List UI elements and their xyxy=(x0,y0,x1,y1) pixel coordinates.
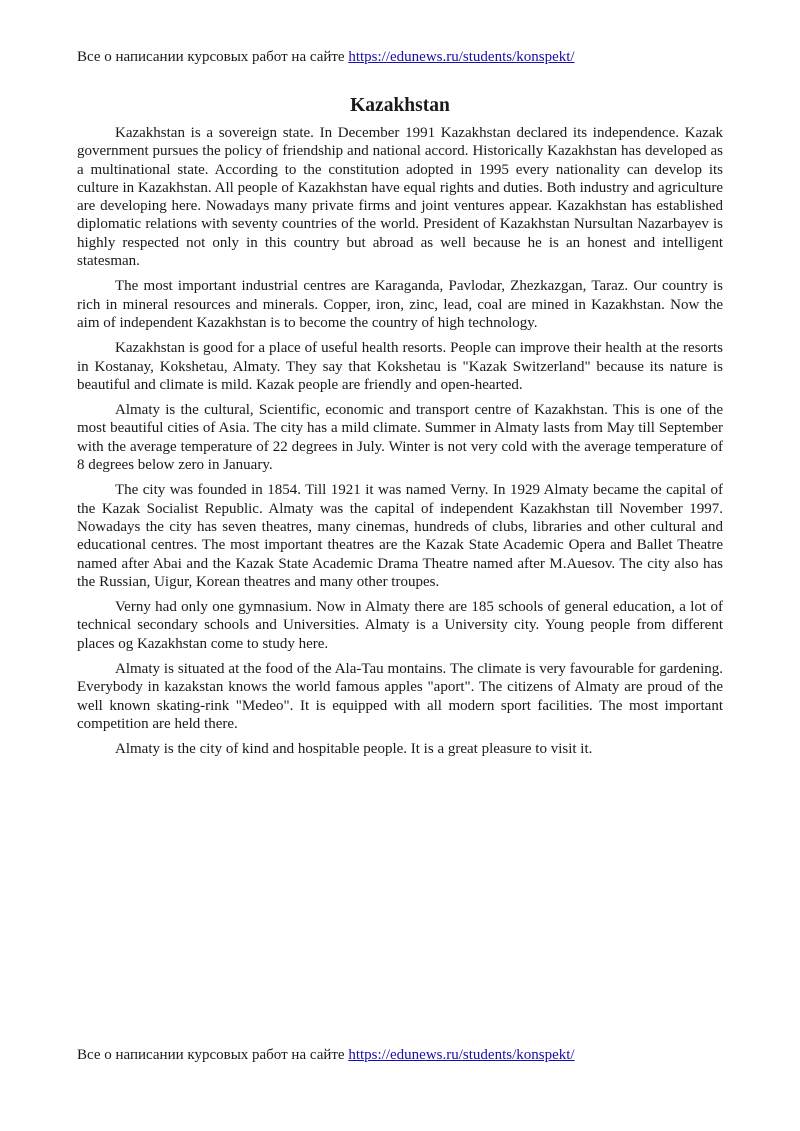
paragraph-6: Verny had only one gymnasium. Now in Almaty there are 185 schools of general education, a lot of technical secondary schools and Universities. Almaty is a University city. Young people from different places og Kazakhstan come to study here. xyxy=(77,599,723,652)
paragraph-5: The city was founded in 1854. Till 1921 it was named Verny. In 1929 Almaty became the capital of the Kazak Socialist Republic. Almaty was the capital of independent Kazakhstan till November 1997. Nowadays the city has seven theatres, many cinemas, hundreds of clubs, libraries and other cultural and educational centres. The most important theatres are the Kazak State Academic Opera and Ballet Theatre named after Abai and the Kazak State Academic Drama Theatre named after M.Auesov. The city also has the Russian, Uigur, Korean theatres and many other troupes. xyxy=(77,482,723,590)
paragraph-7: Almaty is situated at the food of the Ala-Tau montains. The climate is very favourable for gardening. Everybody in kazakstan knows the world famous apples "aport". The citizens of Almaty are proud of the well known skating-rink "Medeo". It is equipped with all modern sport facilities. The most important competition are held there. xyxy=(77,661,723,732)
paragraph-4: Almaty is the cultural, Scientific, economic and transport centre of Kazakhstan. This is one of the most beautiful cities of Asia. The city has a mild climate. Summer in Almaty lasts from May till September with the average temperature of 22 degrees in July. Winter is not very cold with the average temperature of 8 degrees below zero in January. xyxy=(77,402,723,474)
paragraph-8: Almaty is the city of kind and hospitable people. It is a great pleasure to visit it. xyxy=(115,741,593,758)
paragraph-3: Kazakhstan is good for a place of useful health resorts. People can improve their health at the resorts in Kostanay, Kokshetau, Almaty. They say that Kokshetau is "Kazak Switzerland" because its nature is beautiful and climate is mild. Kazak people are friendly and open-hearted. xyxy=(77,340,723,393)
paragraph-1: Kazakhstan is a sovereign state. In December 1991 Kazakhstan declared its independence. Kazak government pursues the policy of friendship and national accord. Historically Kazakhstan has developed as a multinational state. According to the constitution adopted in 1995 every nationality can develop its culture in Kazakhstan. All people of Kazakhstan have equal rights and duties. Both industry and agriculture are developing here. Nowadays many private firms and joint ventures appear. Kazakhstan has established diplomatic relations with seventy countries of the world. President of Kazakhstan Nursultan Nazarbayev is highly respected not only in this country but abroad as well because he is an honest and intelligent statesman. xyxy=(77,125,723,270)
document-body xyxy=(77,124,723,766)
header-link[interactable]: https://edunews.ru/students/konspekt/ xyxy=(348,49,575,65)
page-header xyxy=(77,48,575,66)
header-prefix-text: Все о написании курсовых работ на сайте xyxy=(77,49,345,65)
footer-prefix-text: Все о написании курсовых работ на сайте xyxy=(77,1047,345,1063)
footer-link[interactable]: https://edunews.ru/students/konspekt/ xyxy=(348,1047,575,1063)
paragraph-2: The most important industrial centres are Karaganda, Pavlodar, Zhezkazgan, Taraz. Our country is rich in mineral resources and minerals. Copper, iron, zinc, lead, coal are mined in Kazakhstan. Now the aim of independent Kazakhstan is to become the country of high technology. xyxy=(77,278,723,331)
document-title: Kazakhstan xyxy=(350,95,450,116)
page-footer xyxy=(77,1046,575,1064)
